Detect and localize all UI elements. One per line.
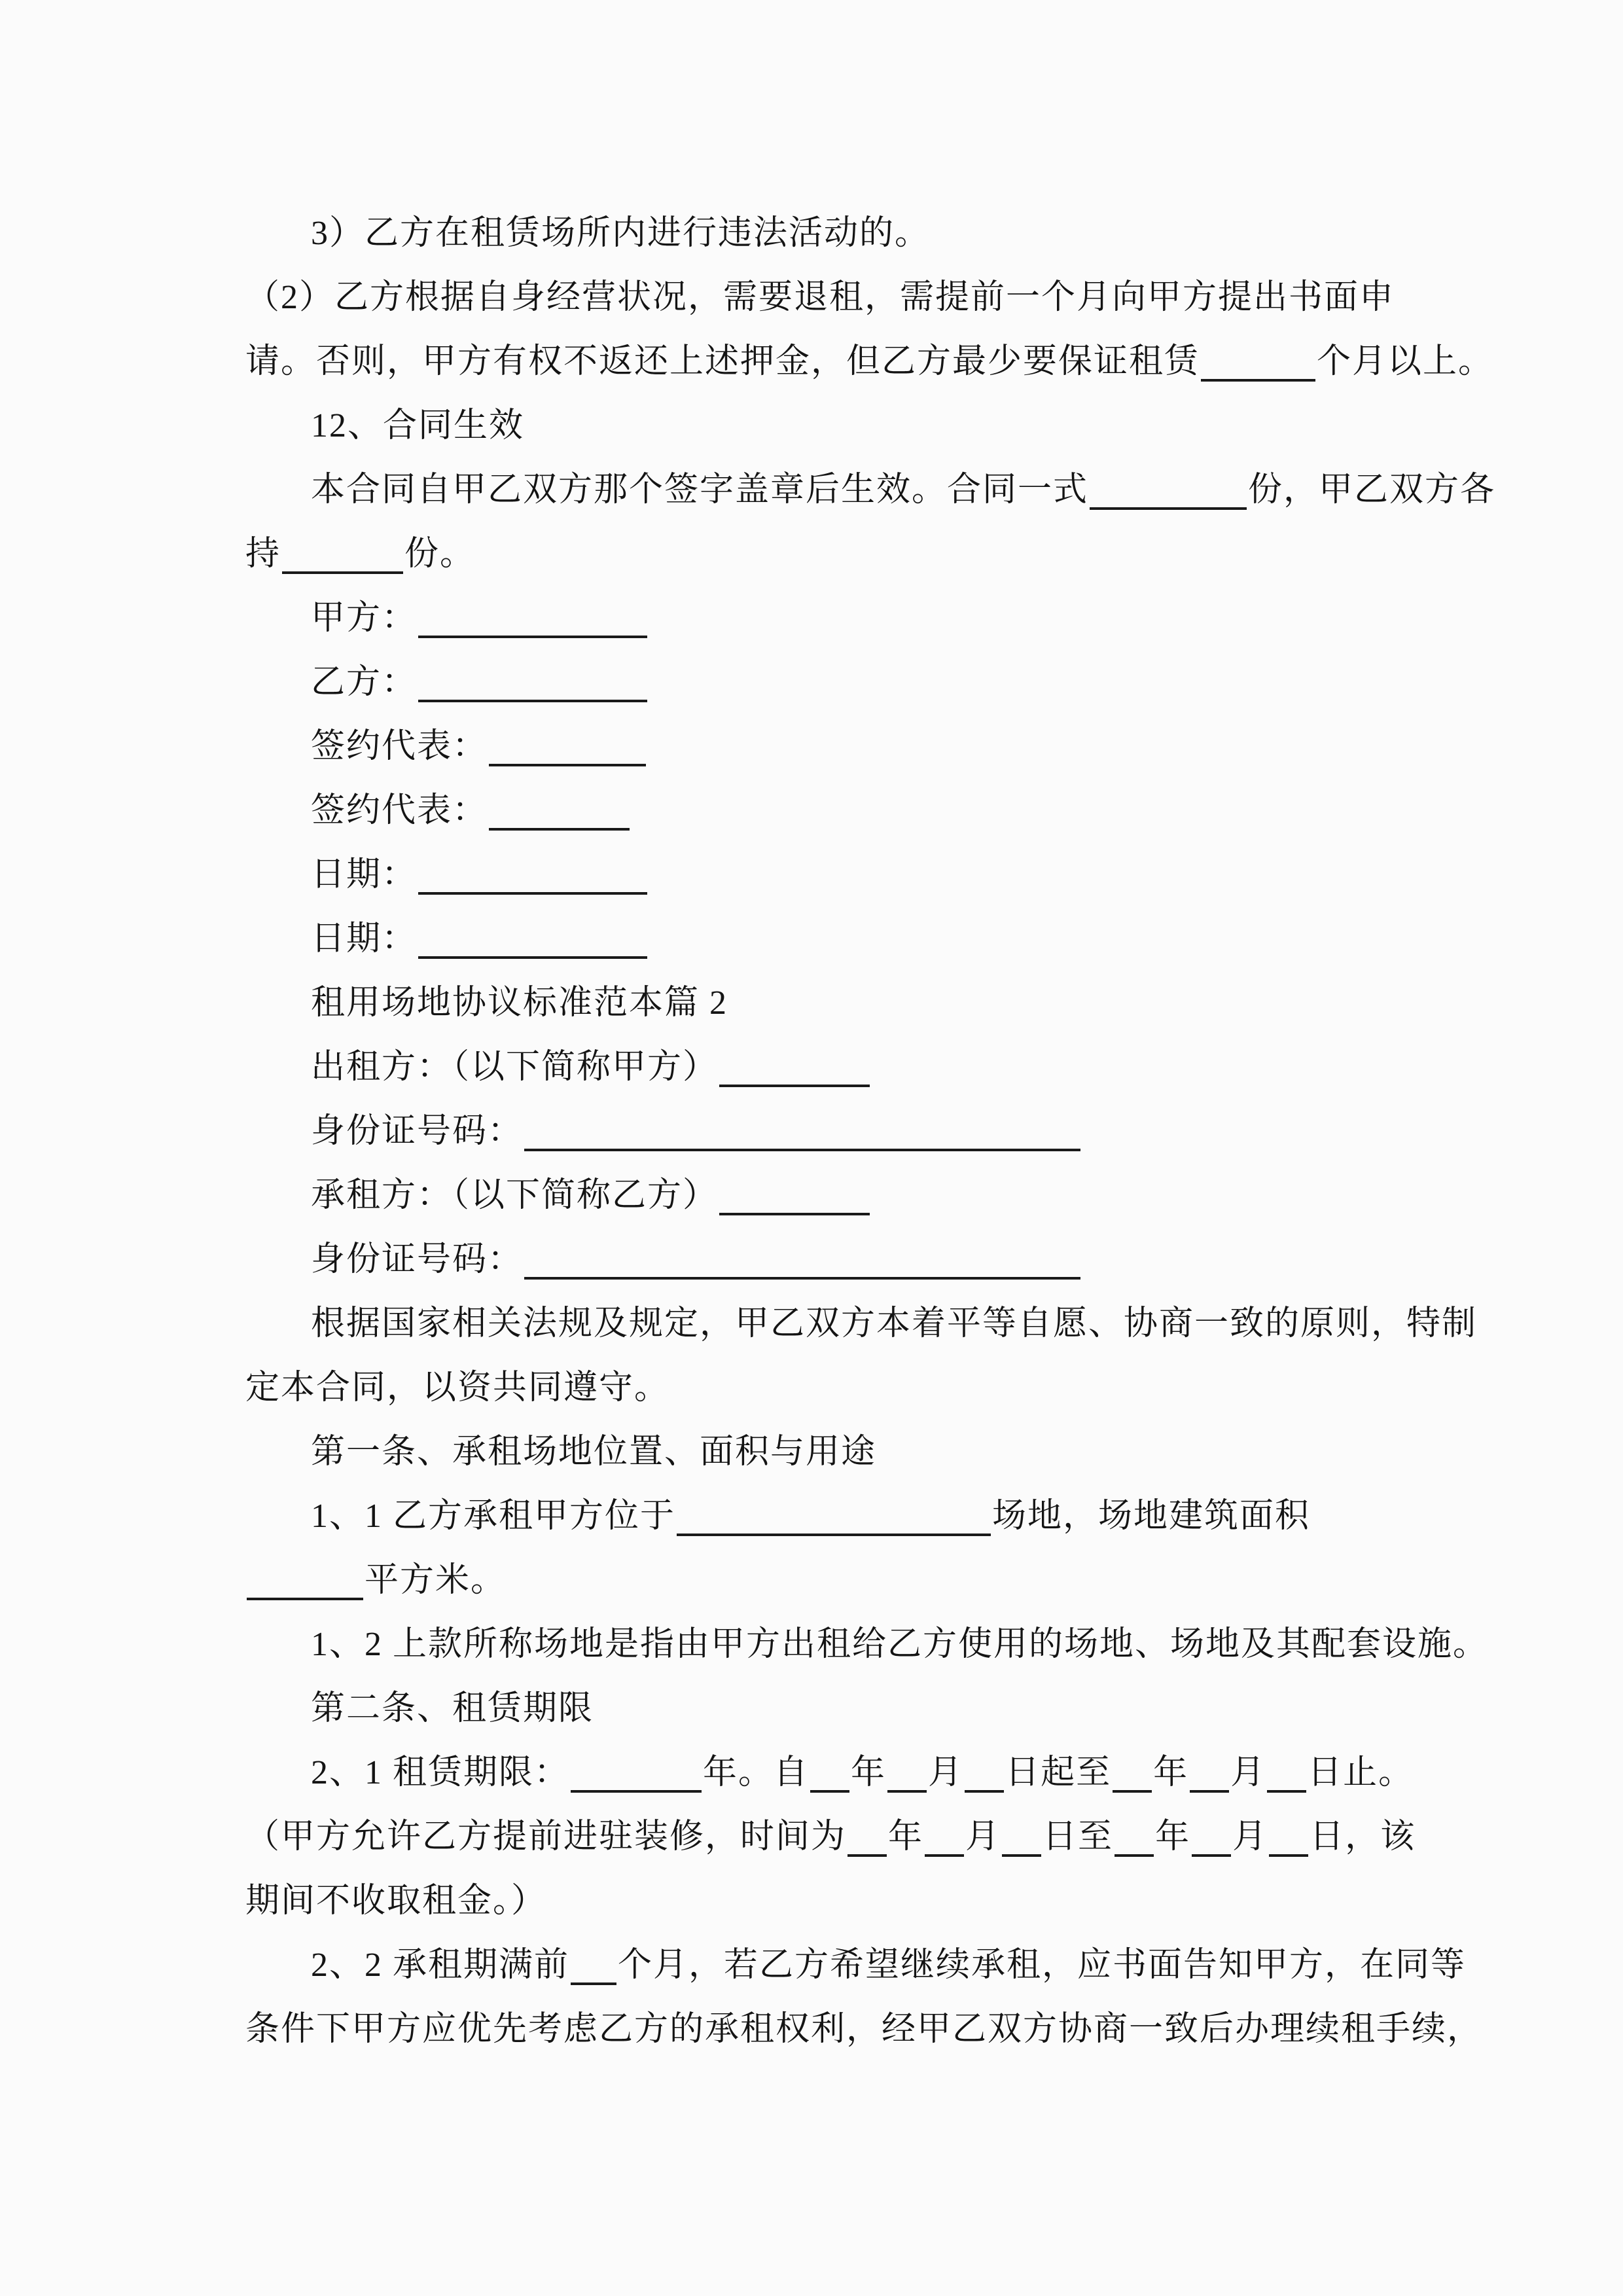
text-run: 月 bbox=[928, 1754, 964, 1791]
blank-underline bbox=[677, 1534, 991, 1536]
blank-underline bbox=[1267, 1790, 1306, 1793]
text-run: 个月，若乙方希望继续承租，应书面告知甲方，在同等 bbox=[618, 1946, 1467, 1984]
blank-underline bbox=[1090, 507, 1247, 510]
document-line bbox=[245, 394, 1417, 458]
text-run: 2、1 租赁期限： bbox=[311, 1754, 570, 1791]
text-run: 年。自 bbox=[703, 1754, 810, 1791]
text-run: 日期： bbox=[311, 920, 418, 958]
document-line bbox=[245, 458, 1496, 522]
blank-underline bbox=[1201, 379, 1315, 382]
blank-underline bbox=[571, 1982, 616, 1985]
document-line bbox=[245, 1677, 1417, 1741]
text-run: 场地，场地建筑面积 bbox=[992, 1498, 1311, 1535]
document-line bbox=[245, 1805, 1417, 1869]
blank-underline bbox=[418, 956, 647, 959]
blank-underline bbox=[418, 700, 647, 702]
blank-underline bbox=[965, 1790, 1004, 1793]
document-line bbox=[245, 779, 1417, 843]
document-line bbox=[245, 1356, 1417, 1420]
text-run: 月 bbox=[1232, 1818, 1268, 1856]
document-line bbox=[245, 1035, 1417, 1100]
blank-underline bbox=[571, 1790, 702, 1793]
blank-underline bbox=[810, 1790, 849, 1793]
text-run: 身份证号码： bbox=[311, 1113, 524, 1150]
text-run: （甲方允许乙方提前进驻装修，时间为 bbox=[245, 1818, 847, 1856]
blank-underline bbox=[1192, 1854, 1231, 1857]
blank-underline bbox=[847, 1854, 887, 1857]
text-run: 签约代表： bbox=[311, 792, 488, 829]
document-line bbox=[245, 1164, 1417, 1228]
text-run: 年 bbox=[888, 1818, 924, 1856]
document-line bbox=[245, 715, 1417, 779]
document-line bbox=[245, 1420, 1417, 1484]
text-run: 身份证号码： bbox=[311, 1241, 524, 1278]
blank-underline bbox=[1002, 1854, 1041, 1857]
document-line bbox=[245, 1292, 1478, 1356]
document-line bbox=[245, 1549, 1417, 1613]
document-line bbox=[245, 1100, 1417, 1164]
document-line bbox=[245, 651, 1417, 715]
text-run: 日，该 bbox=[1310, 1818, 1416, 1856]
text-run: 平方米。 bbox=[365, 1562, 507, 1599]
text-run: 租用场地协议标准范本篇 2 bbox=[311, 984, 728, 1022]
document-line bbox=[245, 1228, 1417, 1292]
blank-underline bbox=[1115, 1854, 1154, 1857]
blank-underline bbox=[925, 1854, 964, 1857]
text-run: 年 bbox=[1153, 1754, 1189, 1791]
document-line bbox=[245, 843, 1417, 907]
document-line bbox=[245, 266, 1417, 330]
blank-underline bbox=[719, 1085, 870, 1087]
text-run: 1、2 上款所称场地是指由甲方出租给乙方使用的场地、场地及其配套设施。 bbox=[311, 1626, 1489, 1663]
text-run: 日止。 bbox=[1308, 1754, 1414, 1791]
text-run: 承租方：（以下简称乙方） bbox=[311, 1177, 719, 1214]
text-run: 年 bbox=[1155, 1818, 1191, 1856]
text-run: 乙方： bbox=[311, 664, 418, 701]
document-line bbox=[245, 1869, 1417, 1933]
blank-underline bbox=[1190, 1790, 1229, 1793]
document-line bbox=[245, 907, 1417, 971]
text-run: 第二条、租赁期限 bbox=[311, 1690, 594, 1727]
text-run: 1、1 乙方承租甲方位于 bbox=[311, 1498, 676, 1535]
blank-underline bbox=[887, 1790, 927, 1793]
text-run: 年 bbox=[851, 1754, 887, 1791]
document-line bbox=[245, 330, 1494, 394]
text-run: 根据国家相关法规及规定，甲乙双方本着平等自愿、协商一致的原则，特制 bbox=[311, 1305, 1478, 1342]
blank-underline bbox=[524, 1149, 1080, 1151]
text-run: 本合同自甲乙双方那个签字盖章后生效。合同一式 bbox=[311, 471, 1089, 509]
document-line bbox=[245, 1484, 1417, 1549]
text-run: 月 bbox=[965, 1818, 1001, 1856]
document-line bbox=[245, 1998, 1483, 2062]
document-line bbox=[245, 1933, 1467, 1998]
blank-underline bbox=[1113, 1790, 1152, 1793]
blank-underline bbox=[489, 828, 630, 831]
text-run: 条件下甲方应优先考虑乙方的承租权利，经甲乙双方协商一致后办理续租手续， bbox=[245, 2011, 1483, 2048]
blank-underline bbox=[524, 1277, 1080, 1280]
text-run: 签约代表： bbox=[311, 728, 488, 765]
text-run: 日期： bbox=[311, 856, 418, 893]
blank-underline bbox=[247, 1598, 363, 1600]
text-run: 12、合同生效 bbox=[311, 407, 525, 444]
text-run: 份，甲乙双方各 bbox=[1248, 471, 1496, 509]
text-run: 日至 bbox=[1043, 1818, 1114, 1856]
text-run: 持 bbox=[245, 535, 281, 573]
document-line bbox=[245, 1613, 1489, 1677]
text-run: 3）乙方在租赁场所内进行违法活动的。 bbox=[311, 215, 931, 252]
text-run: 请。否则，甲方有权不返还上述押金，但乙方最少要保证租赁 bbox=[245, 343, 1200, 380]
document-line bbox=[245, 202, 1417, 266]
blank-underline bbox=[489, 764, 646, 766]
text-run: 甲方： bbox=[311, 600, 418, 637]
text-run: 第一条、承租场地位置、面积与用途 bbox=[311, 1433, 877, 1471]
text-run: 日起至 bbox=[1005, 1754, 1112, 1791]
text-run: 月 bbox=[1230, 1754, 1266, 1791]
document-body bbox=[245, 202, 1496, 2062]
text-run: （2）乙方根据自身经营状况，需要退租，需提前一个月向甲方提出书面申 bbox=[245, 279, 1395, 316]
text-run: 出租方：（以下简称甲方） bbox=[311, 1049, 719, 1086]
document-line bbox=[245, 522, 1417, 586]
document-line bbox=[245, 1741, 1417, 1805]
text-run: 个月以上。 bbox=[1317, 343, 1494, 380]
blank-underline bbox=[719, 1213, 870, 1215]
blank-underline bbox=[418, 892, 647, 895]
text-run: 2、2 承租期满前 bbox=[311, 1946, 570, 1984]
blank-underline bbox=[282, 571, 403, 574]
blank-underline bbox=[1269, 1854, 1308, 1857]
document-line bbox=[245, 971, 1417, 1035]
text-run: 份。 bbox=[404, 535, 476, 573]
document-line bbox=[245, 586, 1417, 651]
text-run: 定本合同，以资共同遵守。 bbox=[245, 1369, 670, 1407]
blank-underline bbox=[418, 636, 647, 638]
text-run: 期间不收取租金。） bbox=[245, 1882, 547, 1920]
